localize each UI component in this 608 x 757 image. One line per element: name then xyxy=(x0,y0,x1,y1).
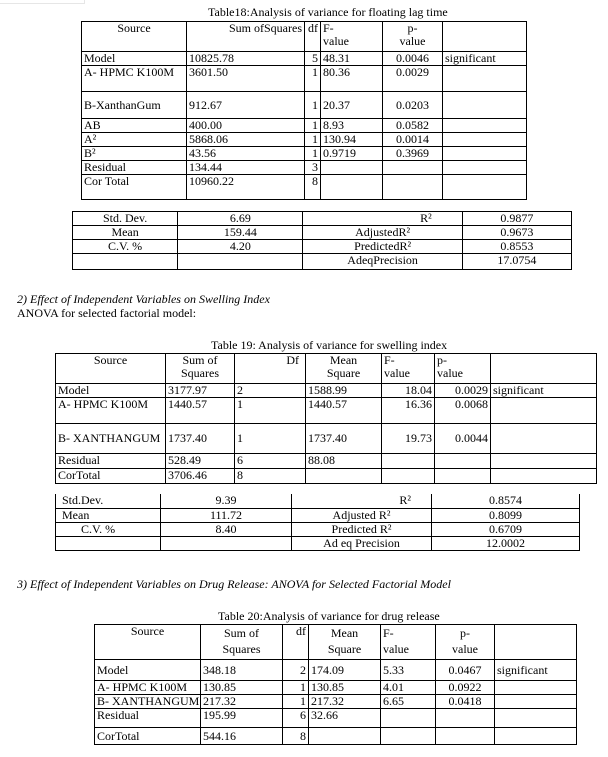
cell-f xyxy=(382,454,435,469)
stat-value: 9.39 xyxy=(161,494,292,508)
header-source: Source xyxy=(56,354,166,384)
cell-p: 0.0029 xyxy=(435,384,491,398)
cell-source: Model xyxy=(82,52,187,66)
cell-note xyxy=(495,681,577,695)
stat-value xyxy=(161,536,292,550)
table-row xyxy=(56,384,597,398)
table-row xyxy=(82,52,527,66)
table-row xyxy=(95,681,577,695)
table-row xyxy=(56,398,597,424)
cell-note xyxy=(443,66,527,92)
cell-ms xyxy=(306,469,382,484)
cell-ss: 3706.46 xyxy=(166,469,235,484)
table18-anova xyxy=(81,21,527,200)
stat-label: Std.Dev. xyxy=(56,494,161,508)
cell-ms: 1588.99 xyxy=(306,384,382,398)
stat-label: Mean xyxy=(56,508,161,522)
section3-heading: 3) Effect of Independent Variables on Drug Release: ANOVA for Selected Factorial Model xyxy=(17,577,451,591)
header-df: df xyxy=(283,625,309,660)
cell-p: 0.0922 xyxy=(436,681,495,695)
cell-ss: 130.85 xyxy=(201,681,283,695)
cell-source: Residual xyxy=(95,709,201,728)
cell-df: 1 xyxy=(283,695,309,709)
stat-value2: 0.9673 xyxy=(462,226,571,240)
cell-f: 8.93 xyxy=(321,119,383,133)
cell-source: A- HPMC K100M xyxy=(82,66,187,92)
cell-df: 6 xyxy=(283,709,309,728)
table-row xyxy=(95,709,577,728)
stat-label2: PredictedR² xyxy=(303,240,462,254)
cell-source: B-XanthanGum xyxy=(82,92,187,119)
cell-p xyxy=(383,175,443,200)
table18-header-row xyxy=(82,22,527,52)
cell-f: 19.73 xyxy=(382,424,435,454)
cell-f: 18.04 xyxy=(382,384,435,398)
cell-ms: 174.09 xyxy=(309,660,381,681)
header-sum-of-squares: Sum of Squares xyxy=(201,625,283,660)
cell-source: Model xyxy=(56,384,166,398)
cell-ss: 10825.78 xyxy=(187,52,305,66)
cell-p: 0.0046 xyxy=(383,52,443,66)
cell-p xyxy=(436,709,495,728)
cell-f: 80.36 xyxy=(321,66,383,92)
cell-source: CorTotal xyxy=(56,469,166,484)
cell-ms xyxy=(309,728,381,745)
header-p-value: p- value xyxy=(435,354,491,384)
table19-fit-statistics xyxy=(55,494,580,551)
table-row xyxy=(56,454,597,469)
stat-value: 8.40 xyxy=(161,522,292,536)
cell-df: 2 xyxy=(235,384,306,398)
table-row xyxy=(73,226,572,240)
table19-anova xyxy=(55,353,597,484)
cell-df: 1 xyxy=(305,66,321,92)
cell-p xyxy=(436,728,495,745)
cell-note xyxy=(495,695,577,709)
stat-label: Std. Dev. xyxy=(73,212,178,226)
cell-source: A² xyxy=(82,133,187,147)
stat-value2: 0.8553 xyxy=(462,240,571,254)
cell-f: 0.9719 xyxy=(321,147,383,161)
cell-p: 0.0582 xyxy=(383,119,443,133)
cell-p: 0.0068 xyxy=(435,398,491,424)
cell-ss: 134.44 xyxy=(187,161,305,175)
header-p-value: p- value xyxy=(436,625,495,660)
cell-note xyxy=(443,175,527,200)
table18-fit-statistics xyxy=(72,211,572,270)
stat-label2: Adjusted R² xyxy=(292,508,432,522)
header-f-value: F- value xyxy=(381,625,436,660)
cell-source: A- HPMC K100M xyxy=(95,681,201,695)
table-row xyxy=(73,240,572,254)
cell-ms: 1737.40 xyxy=(306,424,382,454)
cell-source: B- XANTHANGUM xyxy=(56,424,166,454)
table-row xyxy=(82,133,527,147)
cell-df: 8 xyxy=(305,175,321,200)
cell-ms: 32.66 xyxy=(309,709,381,728)
cell-f: 130.94 xyxy=(321,133,383,147)
cell-ss: 912.67 xyxy=(187,92,305,119)
cell-df: 8 xyxy=(235,469,306,484)
page-corner-frame xyxy=(0,0,85,4)
table20-anova xyxy=(94,624,577,745)
table-row xyxy=(56,522,580,536)
table-row xyxy=(82,119,527,133)
cell-p: 0.0044 xyxy=(435,424,491,454)
cell-note xyxy=(491,469,597,484)
cell-note xyxy=(495,728,577,745)
cell-f: 16.36 xyxy=(382,398,435,424)
cell-df: 6 xyxy=(235,454,306,469)
cell-ms: 217.32 xyxy=(309,695,381,709)
stat-label xyxy=(73,254,178,270)
stat-value: 111.72 xyxy=(161,508,292,522)
cell-f: 48.31 xyxy=(321,52,383,66)
cell-df: 1 xyxy=(305,119,321,133)
stat-value2: 0.8574 xyxy=(432,494,580,508)
cell-f xyxy=(381,728,436,745)
cell-f xyxy=(321,175,383,200)
cell-note: significant xyxy=(491,384,597,398)
cell-df: 1 xyxy=(235,424,306,454)
cell-ss: 1440.57 xyxy=(166,398,235,424)
cell-p: 0.0014 xyxy=(383,133,443,147)
cell-df: 1 xyxy=(305,92,321,119)
cell-ms: 130.85 xyxy=(309,681,381,695)
stat-label2: R² xyxy=(292,494,432,508)
cell-note xyxy=(491,424,597,454)
stat-label2: AdjustedR² xyxy=(303,226,462,240)
cell-p xyxy=(435,454,491,469)
cell-ss: 43.56 xyxy=(187,147,305,161)
header-sum-of-squares: Sum ofSquares xyxy=(187,22,305,52)
header-mean-square: Mean Square xyxy=(306,354,382,384)
stat-value: 6.69 xyxy=(178,212,303,226)
cell-source: B- XANTHANGUM xyxy=(95,695,201,709)
cell-ss: 3601.50 xyxy=(187,66,305,92)
cell-note xyxy=(443,119,527,133)
cell-p: 0.0467 xyxy=(436,660,495,681)
cell-source: CorTotal xyxy=(95,728,201,745)
stat-value: 159.44 xyxy=(178,226,303,240)
cell-source: Residual xyxy=(56,454,166,469)
section2-heading: 2) Effect of Independent Variables on Swelling Index xyxy=(17,292,270,306)
header-blank xyxy=(491,354,597,384)
table19-caption: Table 19: Analysis of variance for swelling index xyxy=(211,338,448,352)
header-df: df xyxy=(305,22,321,52)
cell-ss: 217.32 xyxy=(201,695,283,709)
cell-f: 6.65 xyxy=(381,695,436,709)
cell-note xyxy=(443,92,527,119)
cell-p: 0.0029 xyxy=(383,66,443,92)
table-row xyxy=(73,254,572,270)
cell-source: AB xyxy=(82,119,187,133)
cell-f xyxy=(381,709,436,728)
cell-f xyxy=(321,161,383,175)
header-source: Source xyxy=(95,625,201,660)
cell-note xyxy=(443,133,527,147)
table-row xyxy=(56,508,580,522)
cell-df: 8 xyxy=(283,728,309,745)
cell-df: 1 xyxy=(283,681,309,695)
cell-p: 0.0203 xyxy=(383,92,443,119)
header-blank xyxy=(495,625,577,660)
stat-label2: R² xyxy=(303,212,462,226)
table-row xyxy=(82,175,527,200)
table-row xyxy=(82,147,527,161)
cell-source: B² xyxy=(82,147,187,161)
table-row xyxy=(56,494,580,508)
table-row xyxy=(82,92,527,119)
table20-caption: Table 20:Analysis of variance for drug release xyxy=(218,609,440,623)
cell-ss: 400.00 xyxy=(187,119,305,133)
cell-ss: 5868.06 xyxy=(187,133,305,147)
cell-p: 0.0418 xyxy=(436,695,495,709)
cell-note xyxy=(491,454,597,469)
header-f-value: F- value xyxy=(321,22,383,52)
cell-f xyxy=(382,469,435,484)
table-row xyxy=(73,212,572,226)
section2-subheading: ANOVA for selected factorial model: xyxy=(17,306,197,320)
header-sum-of-squares: Sum of Squares xyxy=(166,354,235,384)
table-row xyxy=(56,424,597,454)
cell-note: significant xyxy=(495,660,577,681)
header-f-value: F- value xyxy=(382,354,435,384)
cell-df: 1 xyxy=(305,147,321,161)
cell-ss: 348.18 xyxy=(201,660,283,681)
table20-header-row xyxy=(95,625,577,660)
header-p-value: p- value xyxy=(383,22,443,52)
cell-df: 5 xyxy=(305,52,321,66)
cell-p xyxy=(435,469,491,484)
header-df: Df xyxy=(235,354,306,384)
table18-caption: Table18:Analysis of variance for floating lag time xyxy=(208,5,448,19)
table-row xyxy=(95,728,577,745)
stat-value2: 17.0754 xyxy=(462,254,571,270)
header-source: Source xyxy=(82,22,187,52)
stat-value2: 0.9877 xyxy=(462,212,571,226)
table-row xyxy=(56,469,597,484)
stat-label: C.V. % xyxy=(73,240,178,254)
stat-value2: 0.8099 xyxy=(432,508,580,522)
cell-df: 2 xyxy=(283,660,309,681)
stat-label: C.V. % xyxy=(56,522,161,536)
cell-note xyxy=(443,147,527,161)
header-blank xyxy=(443,22,527,52)
stat-label2: AdeqPrecision xyxy=(303,254,462,270)
cell-p: 0.3969 xyxy=(383,147,443,161)
table19-header-row xyxy=(56,354,597,384)
table-row xyxy=(56,536,580,550)
stat-label: Mean xyxy=(73,226,178,240)
cell-ss: 3177.97 xyxy=(166,384,235,398)
cell-f: 5.33 xyxy=(381,660,436,681)
stat-label2: Predicted R² xyxy=(292,522,432,536)
cell-ms: 88.08 xyxy=(306,454,382,469)
stat-label2: Ad eq Precision xyxy=(292,536,432,550)
cell-p xyxy=(383,161,443,175)
stat-label xyxy=(56,536,161,550)
cell-f: 20.37 xyxy=(321,92,383,119)
table-row xyxy=(82,66,527,92)
stat-value2: 0.6709 xyxy=(432,522,580,536)
cell-source: Cor Total xyxy=(82,175,187,200)
cell-df: 1 xyxy=(235,398,306,424)
cell-note: significant xyxy=(443,52,527,66)
cell-source: A- HPMC K100M xyxy=(56,398,166,424)
stat-value2: 12.0002 xyxy=(432,536,580,550)
table-row xyxy=(95,695,577,709)
cell-ss: 1737.40 xyxy=(166,424,235,454)
header-mean-square: Mean Square xyxy=(309,625,381,660)
cell-ss: 528.49 xyxy=(166,454,235,469)
cell-note xyxy=(495,709,577,728)
cell-ss: 10960.22 xyxy=(187,175,305,200)
cell-source: Model xyxy=(95,660,201,681)
cell-note xyxy=(443,161,527,175)
cell-note xyxy=(491,398,597,424)
table-row xyxy=(95,660,577,681)
stat-value xyxy=(178,254,303,270)
cell-source: Residual xyxy=(82,161,187,175)
table-row xyxy=(82,161,527,175)
cell-f: 4.01 xyxy=(381,681,436,695)
cell-df: 1 xyxy=(305,133,321,147)
cell-ss: 544.16 xyxy=(201,728,283,745)
cell-ms: 1440.57 xyxy=(306,398,382,424)
stat-value: 4.20 xyxy=(178,240,303,254)
cell-df: 3 xyxy=(305,161,321,175)
cell-ss: 195.99 xyxy=(201,709,283,728)
